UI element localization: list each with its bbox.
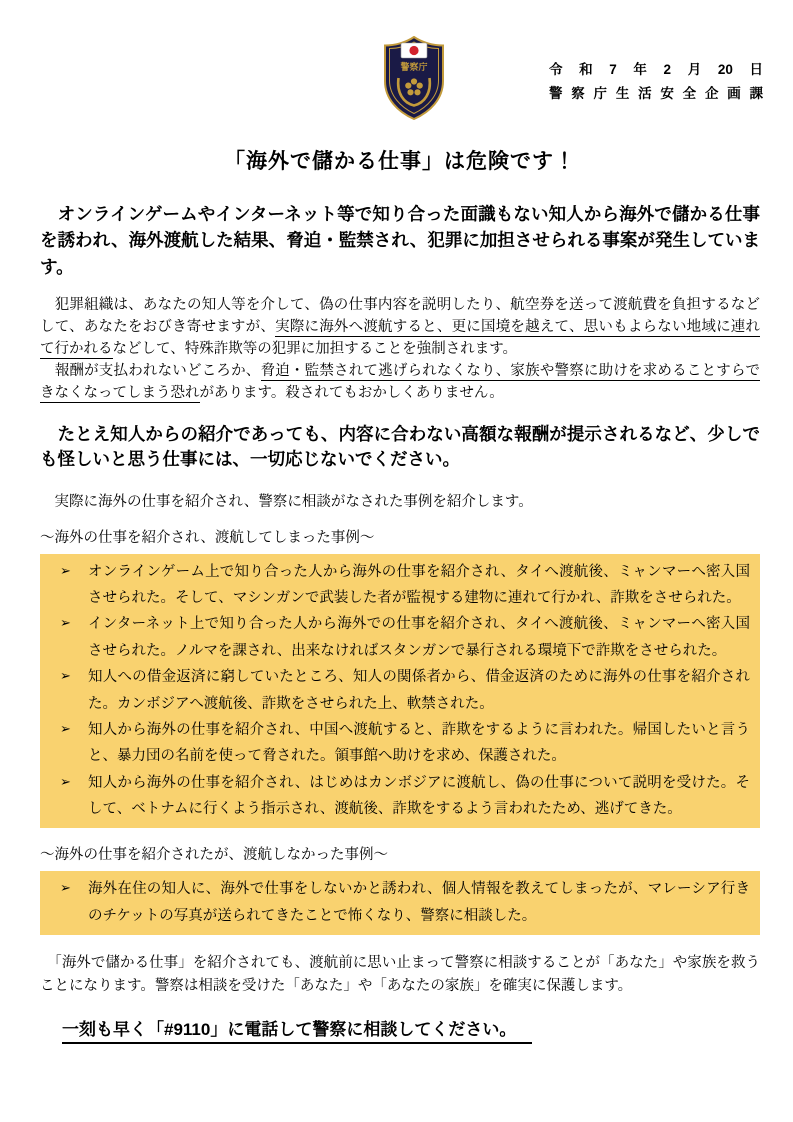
document-header <box>0 0 793 125</box>
case-item <box>48 611 750 664</box>
final-call-text: 一刻も早く「#9110」に電話して警察に相談してください。 <box>62 1020 532 1044</box>
emblem-label: 警察庁 <box>400 62 428 72</box>
case-list-traveled <box>48 559 750 823</box>
police-shield-icon <box>382 36 446 120</box>
case-item <box>48 876 750 929</box>
arrow-bullet-icon: ➢ <box>60 562 71 578</box>
case-text: インターネット上で知り合った人から海外での仕事を紹介され、タイへ渡航後、ミャンマーへ密入国させられた。ノルマを課され、出来なければスタンガンで暴行される環境下で詐欺をさせられた。 <box>88 616 750 659</box>
lead-paragraph: オンラインゲームやインターネット等で知り合った面識もない知人から海外で儲かる仕事を誘われ、海外渡航した結果、脅迫・監禁され、犯罪に加担させられる事案が発生しています。 <box>40 204 760 277</box>
closing-paragraph: 「海外で儲かる仕事」を紹介されても、渡航前に思い止まって警察に相談することが「あなた」や家族を救うことになります。警察は相談を受けた「あなた」や「あなたの家族」を確実に保護します。 <box>40 955 760 995</box>
final-call-line <box>62 1015 760 1040</box>
arrow-bullet-icon: ➢ <box>60 773 71 789</box>
case-box-traveled <box>40 554 760 829</box>
section-heading-not-traveled: ～海外の仕事を紹介されたが、渡航しなかった事例～ <box>40 847 388 864</box>
document-body <box>0 145 793 1040</box>
case-item <box>48 770 750 823</box>
text-segment: 報酬が支払われないどころか、 <box>40 362 261 379</box>
case-text: 知人から海外の仕事を紹介され、はじめはカンボジアに渡航し、偽の仕事について説明を受けた。そして、ベトナムに行くよう指示され、渡航後、詐欺をするよう言われたため、逃げてきた。 <box>88 774 750 818</box>
date-line: 令和7年2月20日 <box>549 62 763 77</box>
text-segment: 犯罪組織は、あなたの知人等を介して、偽の仕事内容を説明したり、航空券を送って渡航費を負担するなどして、あなたをおびき寄せますが、 <box>40 296 760 335</box>
npa-police-emblem <box>382 36 446 125</box>
text-segment: があります。殺されてもおかしくありません。 <box>199 384 504 401</box>
arrow-bullet-icon: ➢ <box>60 615 71 631</box>
case-text: オンラインゲーム上で知り合った人から海外の仕事を紹介され、タイへ渡航後、ミャンマーへ密入国させられた。そして、マシンガンで武装した者が監視する建物に連れて行かれ、詐欺をさせられた。 <box>88 563 750 607</box>
crime-org-paragraph <box>40 294 760 360</box>
reward-paragraph <box>40 360 760 404</box>
arrow-bullet-icon: ➢ <box>60 668 71 684</box>
arrow-bullet-icon: ➢ <box>60 880 71 896</box>
case-item <box>48 717 750 770</box>
text-segment: などして、特殊詐欺等の犯罪に加担することを強制されます。 <box>112 340 518 357</box>
case-item <box>48 664 750 717</box>
date-block <box>549 58 763 105</box>
case-text: 海外在住の知人に、海外で仕事をしないかと誘われ、個人情報を教えてしまったが、マレーシア行きのチケットの写真が送られてきたことで怖くなり、警察に相談した。 <box>88 881 750 924</box>
case-box-not-traveled <box>40 871 760 935</box>
japan-flag-icon <box>401 43 427 58</box>
case-text: 知人への借金返済に窮していたところ、知人の関係者から、借金返済のために海外の仕事を紹介された。カンボジアへ渡航後、詐欺をさせられた上、軟禁された。 <box>88 669 750 712</box>
page-title: 「海外で儲かる仕事」は危険です！ <box>224 150 576 173</box>
warning-paragraph: たとえ知人からの紹介であっても、内容に合わない高額な報酬が提示されるなど、少しでも怪しいと思う仕事には、一切応じないでください。 <box>40 423 760 470</box>
section-heading-traveled: ～海外の仕事を紹介され、渡航してしまった事例～ <box>40 529 375 546</box>
case-text: 知人から海外の仕事を紹介され、中国へ渡航すると、詐欺をするように言われた。帰国したいと言うと、暴力団の名前を使って脅された。領事館へ助けを求め、保護された。 <box>88 721 750 765</box>
case-item <box>48 559 750 612</box>
examples-intro: 実際に海外の仕事を紹介され、警察に相談がなされた事例を紹介します。 <box>40 493 533 510</box>
underlined-text: 実際に海外へ渡航すると、更に国境を越えて、思いもよらない地域に連れて行かれる <box>40 318 760 357</box>
case-list-not-traveled <box>48 876 750 929</box>
arrow-bullet-icon: ➢ <box>60 720 71 736</box>
org-line: 警察庁生活安全企画課 <box>549 85 763 101</box>
underlined-text: 脅迫・監禁されて逃げられなくなり、家族や警察に助けを求めることすらできなくなってしまう恐れ <box>40 362 760 401</box>
